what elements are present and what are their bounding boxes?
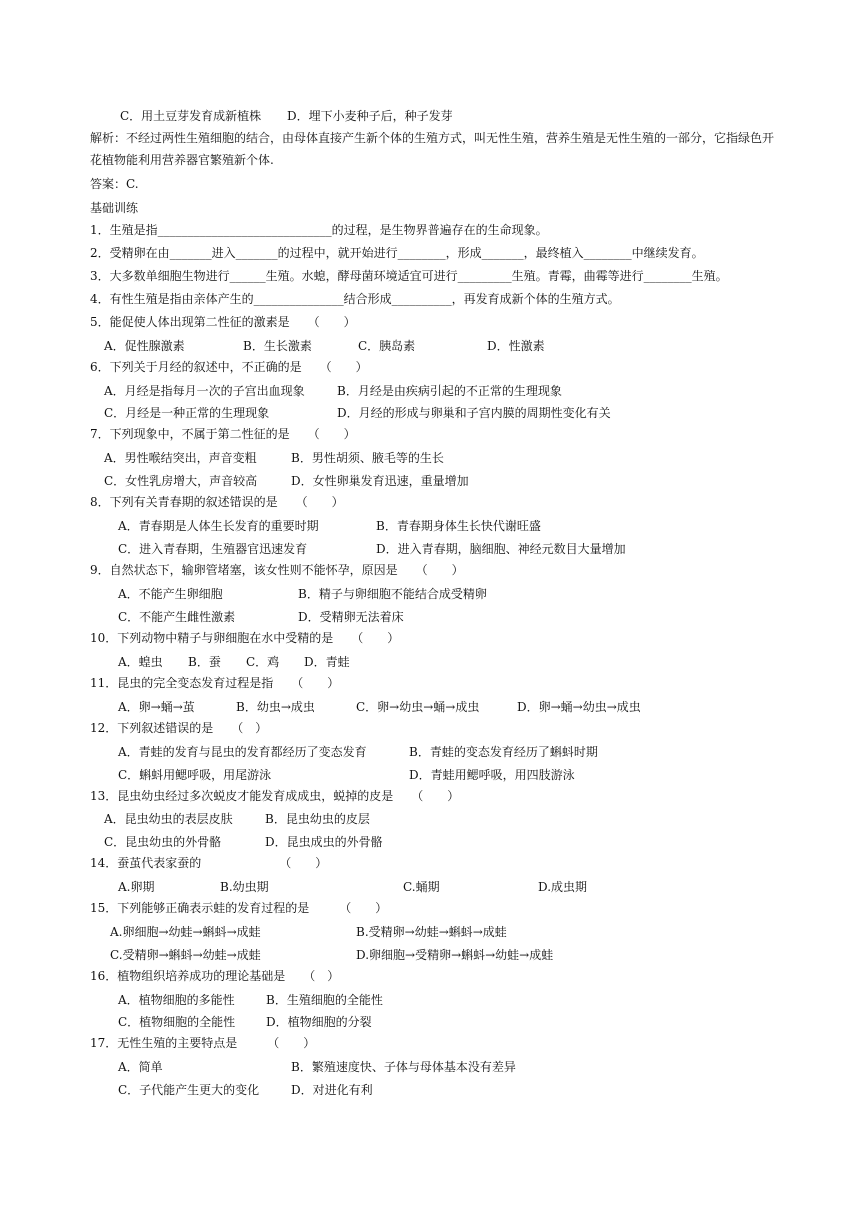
q14-option-c: C.蛹期 <box>403 880 440 894</box>
q7-option-d: D．女性卵巢发育迅速，重量增加 <box>291 474 469 488</box>
q9-option-d: D．受精卵无法着床 <box>298 610 404 624</box>
question-6-stem: 6．下列关于月经的叙述中，不正确的是 （ ） <box>90 360 368 374</box>
q16-option-b: B．生殖细胞的全能性 <box>266 993 383 1007</box>
q16-option-c: C．植物细胞的全能性 <box>118 1015 236 1029</box>
q8-option-b: B．青春期身体生长快代谢旺盛 <box>376 519 541 533</box>
q5-option-b: B．生长激素 <box>243 339 312 353</box>
q14-option-a: A.卵期 <box>118 880 155 894</box>
option-d: D．埋下小麦种子后，种子发芽 <box>287 109 453 123</box>
q17-option-d: D．对进化有利 <box>291 1083 373 1097</box>
q6-option-b: B．月经是由疾病引起的不正常的生理现象 <box>337 384 562 398</box>
q16-option-a: A．植物细胞的多能性 <box>118 993 235 1007</box>
q15-option-b: B.受精卵→幼蛙→蝌蚪→成蛙 <box>356 925 507 939</box>
previous-question-options <box>120 108 453 124</box>
q13-option-a: A．昆虫幼虫的表层皮肤 <box>104 812 233 826</box>
q17-option-c: C．子代能产生更大的变化 <box>118 1083 260 1097</box>
q5-option-c: C．胰岛素 <box>358 339 416 353</box>
q13-option-c: C．昆虫幼虫的外骨骼 <box>104 835 222 849</box>
section-title: 基础训练 <box>90 201 139 215</box>
q11-option-a: A．卵→蛹→茧 <box>118 700 195 714</box>
question-5-stem: 5．能促使人体出现第二性征的激素是 （ ） <box>90 315 356 329</box>
q15-option-d: D.卵细胞→受精卵→蝌蚪→幼蛙→成蛙 <box>356 948 554 962</box>
fill-in-question-4: 4．有性生殖是指由亲体产生的_______________结合形成__________，再发育成新个体的生殖方式。 <box>90 292 620 306</box>
q13-option-d: D．昆虫成虫的外骨骼 <box>265 835 383 849</box>
q6-option-a: A．月经是指每月一次的子宫出血现象 <box>104 384 305 398</box>
analysis-paragraph: 解析：不经过两性生殖细胞的结合，由母体直接产生新个体的生殖方式，叫无性生殖，营养生殖是无性生殖的一部分，它指绿色开花植物能利用营养器官繁殖新个体. <box>90 131 775 167</box>
q11-option-c: C．卵→幼虫→蛹→成虫 <box>356 700 480 714</box>
q13-option-b: B．昆虫幼虫的皮层 <box>265 812 370 826</box>
option-c: C．用土豆芽发育成新植株 <box>120 109 262 123</box>
question-9-stem: 9．自然状态下，输卵管堵塞，该女性则不能怀孕，原因是 （ ） <box>90 563 464 577</box>
q12-option-a: A．青蛙的发育与昆虫的发育都经历了变态发育 <box>118 745 367 759</box>
q11-option-d: D．卵→蛹→幼虫→成虫 <box>517 700 641 714</box>
q9-option-c: C．不能产生雌性激素 <box>118 610 236 624</box>
q7-option-b: B．男性胡须、腋毛等的生长 <box>291 451 444 465</box>
q10-option-d: D．青蛙 <box>304 655 350 669</box>
fill-in-question-3: 3．大多数单细胞生物进行______生殖。水螅，酵母菌环境适宜可进行_________生殖。青霉，曲霉等进行________生殖。 <box>90 269 728 283</box>
question-11-stem: 11．昆虫的完全变态发育过程是指 （ ） <box>90 676 340 690</box>
q9-option-a: A．不能产生卵细胞 <box>118 587 223 601</box>
q17-option-b: B．繁殖速度快、子体与母体基本没有差异 <box>291 1060 516 1074</box>
q6-option-c: C．月经是一种正常的生理现象 <box>104 406 270 420</box>
question-10-stem: 10．下列动物中精子与卵细胞在水中受精的是 （ ） <box>90 631 400 645</box>
question-7-stem: 7．下列现象中，不属于第二性征的是 （ ） <box>90 427 356 441</box>
question-14-stem: 14．蚕茧代表家蚕的 （ ） <box>90 856 328 870</box>
fill-in-question-1: 1．生殖是指_____________________________的过程，是生物界普遍存在的生命现象。 <box>90 223 548 237</box>
q10-option-b: B．蚕 <box>188 655 221 669</box>
q12-option-d: D．青蛙用鳃呼吸，用四肢游泳 <box>409 768 575 782</box>
q8-option-c: C．进入青春期，生殖器官迅速发育 <box>118 542 308 556</box>
q12-option-c: C．蝌蚪用鳃呼吸，用尾游泳 <box>118 768 272 782</box>
q14-option-d: D.成虫期 <box>538 880 588 894</box>
q11-option-b: B．幼虫→成虫 <box>236 700 315 714</box>
q10-option-c: C．鸡 <box>246 655 280 669</box>
q17-option-a: A．简单 <box>118 1060 163 1074</box>
question-15-stem: 15．下列能够正确表示蛙的发育过程的是 （ ） <box>90 901 388 915</box>
q7-option-a: A．男性喉结突出，声音变粗 <box>104 451 257 465</box>
question-13-stem: 13．昆虫幼虫经过多次蜕皮才能发育成成虫，蜕掉的皮是 （ ） <box>90 789 460 803</box>
q7-option-c: C．女性乳房增大，声音较高 <box>104 474 258 488</box>
question-17-stem: 17．无性生殖的主要特点是 （ ） <box>90 1036 316 1050</box>
question-16-stem: 16．植物组织培养成功的理论基础是 （ ） <box>90 969 340 983</box>
q6-option-d: D．月经的形成与卵巢和子宫内膜的周期性变化有关 <box>337 406 611 420</box>
fill-in-question-2: 2．受精卵在由_______进入_______的过程中，就开始进行________，形成_______，最终植入________中继续发育。 <box>90 246 704 260</box>
q15-option-c: C.受精卵→蝌蚪→幼蛙→成蛙 <box>110 948 261 962</box>
q5-option-a: A．促性腺激素 <box>104 339 185 353</box>
q5-option-d: D．性激素 <box>487 339 545 353</box>
q14-option-b: B.幼虫期 <box>220 880 269 894</box>
q8-option-a: A．青春期是人体生长发育的重要时期 <box>118 519 319 533</box>
q15-option-a: A.卵细胞→幼蛙→蝌蚪→成蛙 <box>110 925 261 939</box>
question-8-stem: 8．下列有关青春期的叙述错误的是 （ ） <box>90 495 344 509</box>
q9-option-b: B．精子与卵细胞不能结合成受精卵 <box>298 587 487 601</box>
q16-option-d: D．植物细胞的分裂 <box>266 1015 372 1029</box>
q12-option-b: B．青蛙的变态发育经历了蝌蚪时期 <box>409 745 598 759</box>
answer-line: 答案：C. <box>90 177 139 191</box>
q8-option-d: D．进入青春期，脑细胞、神经元数目大量增加 <box>376 542 626 556</box>
question-12-stem: 12．下列叙述错误的是 （ ） <box>90 721 268 735</box>
q10-option-a: A．蝗虫 <box>118 655 163 669</box>
